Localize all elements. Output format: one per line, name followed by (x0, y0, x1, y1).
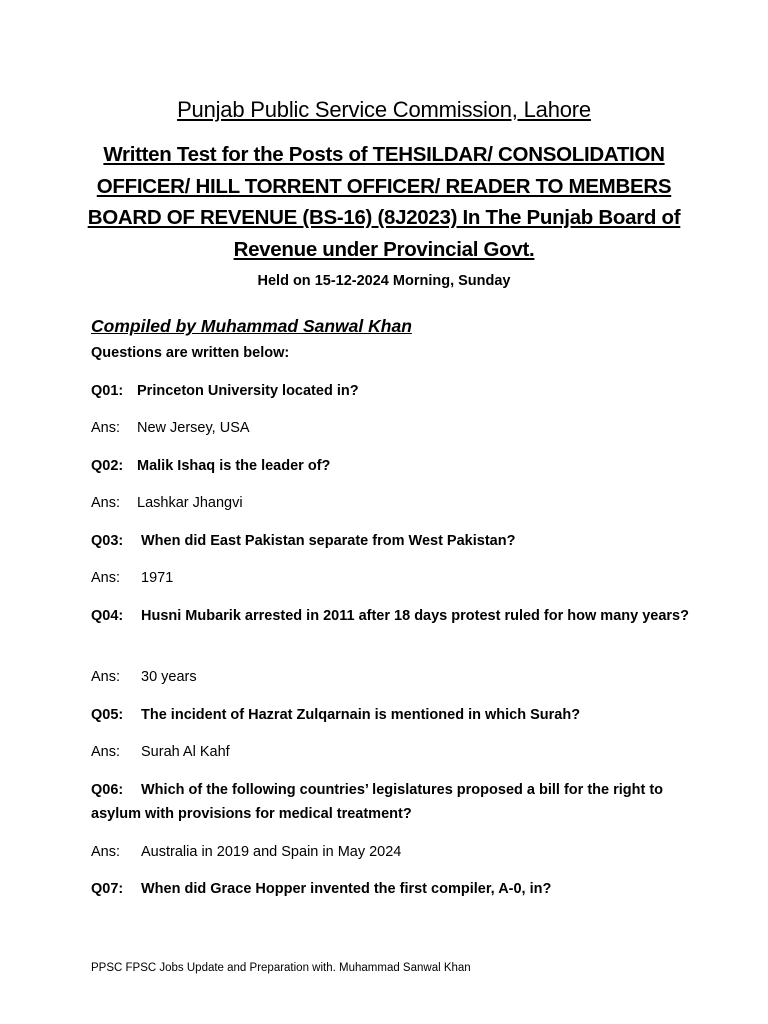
answer-label: Ans: (91, 495, 121, 511)
answer-6 (91, 840, 691, 864)
question-text: Malik Ishaq is the leader of? (137, 458, 331, 474)
answer-label: Ans: (91, 744, 121, 760)
answer-1 (91, 416, 691, 440)
answer-label: Ans: (91, 669, 121, 685)
question-4 (91, 604, 691, 628)
question-3 (91, 529, 691, 553)
question-label: Q06: (91, 782, 124, 798)
test-subtitle: Written Test for the Posts of TEHSILDAR/ CONSOLIDATION OFFICER/ HILL TORRENT OFFICER/ READER TO MEMBERS BOARD OF REVENUE (BS-16) (8J2023) In The Punjab Board of Revenue under Provincial Govt. (87, 143, 681, 261)
answer-text: 1971 (141, 570, 174, 586)
question-7 (91, 877, 691, 901)
question-text: Which of the following countries’ legislatures proposed a bill for the right to asylum with provisions for medical treatment? (91, 782, 664, 822)
question-2 (91, 454, 691, 478)
question-label: Q03: (91, 533, 124, 549)
question-text: Princeton University located in? (137, 383, 359, 399)
answer-text: Lashkar Jhangvi (137, 495, 243, 511)
answer-label: Ans: (91, 844, 121, 860)
answer-label: Ans: (91, 420, 121, 436)
question-5 (91, 703, 691, 727)
held-on-date: Held on 15-12-2024 Morning, Sunday (257, 273, 511, 289)
answer-4 (91, 665, 691, 689)
answer-3 (91, 566, 691, 590)
question-label: Q04: (91, 608, 124, 624)
answer-text: New Jersey, USA (137, 420, 250, 436)
answer-text: Australia in 2019 and Spain in May 2024 (141, 844, 402, 860)
question-label: Q01: (91, 383, 124, 399)
question-text: The incident of Hazrat Zulqarnain is mentioned in which Surah? (141, 707, 581, 723)
answer-5 (91, 740, 691, 764)
question-1 (91, 379, 691, 403)
page-title: Punjab Public Service Commission, Lahore (177, 97, 591, 122)
answer-text: 30 years (141, 669, 197, 685)
question-6 (91, 778, 691, 826)
answer-2 (91, 491, 691, 515)
intro-text: Questions are written below: (91, 345, 290, 361)
question-text: Husni Mubarik arrested in 2011 after 18 days protest ruled for how many years? (141, 608, 689, 624)
question-label: Q07: (91, 881, 124, 897)
compiled-by: Compiled by Muhammad Sanwal Khan (91, 316, 412, 336)
question-label: Q05: (91, 707, 124, 723)
question-text: When did Grace Hopper invented the first compiler, A-0, in? (141, 881, 552, 897)
answer-text: Surah Al Kahf (141, 744, 230, 760)
page-footer: PPSC FPSC Jobs Update and Preparation with. Muhammad Sanwal Khan (91, 962, 471, 974)
question-label: Q02: (91, 458, 124, 474)
answer-label: Ans: (91, 570, 121, 586)
question-text: When did East Pakistan separate from West Pakistan? (141, 533, 516, 549)
